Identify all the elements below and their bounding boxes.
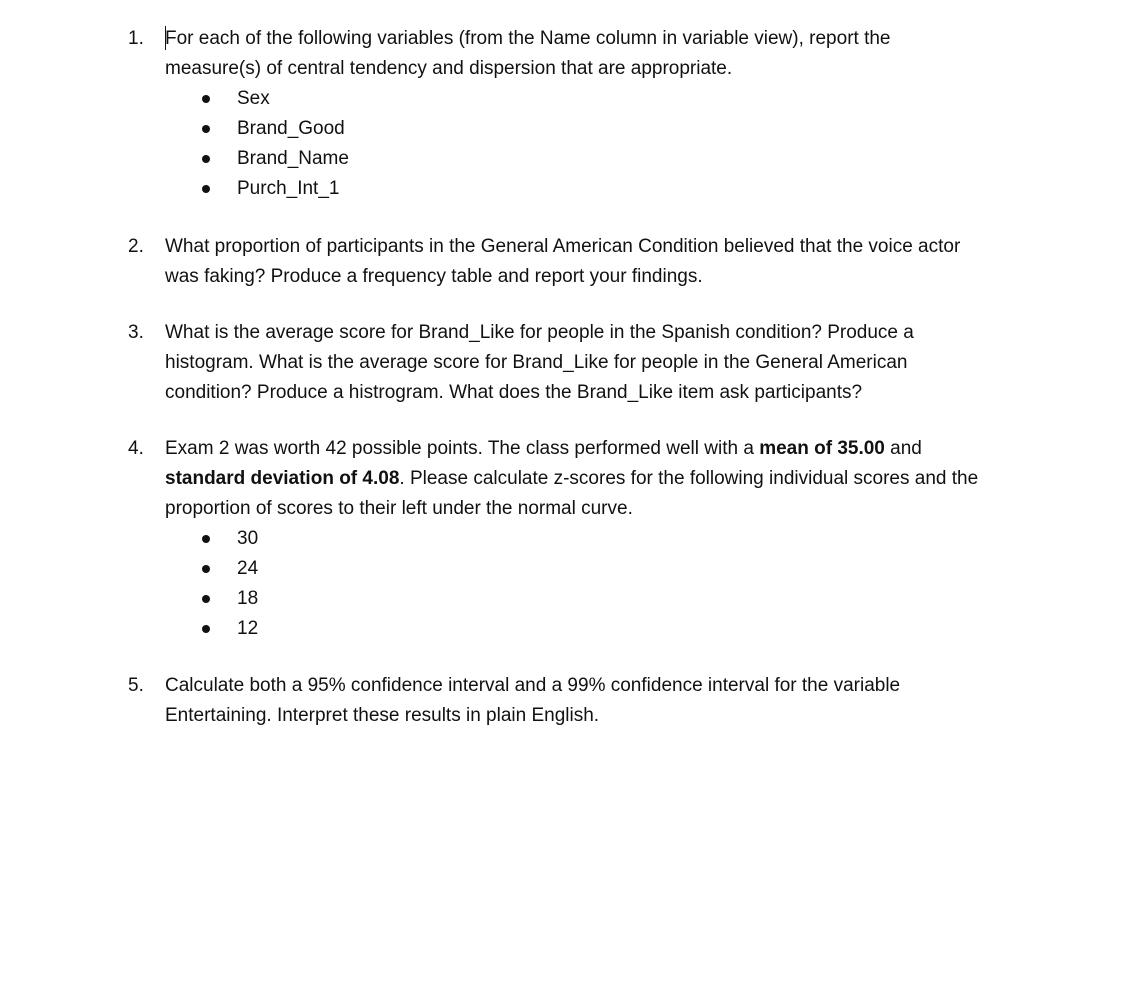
list-item — [165, 84, 1045, 114]
question-number: 4. — [128, 438, 144, 459]
mean-value-bold: mean of 35.00 — [759, 438, 885, 459]
sd-value-bold: standard deviation of 4.08 — [165, 468, 400, 489]
bullet-icon — [202, 155, 210, 163]
list-item-label: 30 — [237, 528, 259, 549]
bullet-icon — [202, 565, 210, 573]
question-body — [165, 434, 1045, 644]
question-text-line: What is the average score for Brand_Like for people in the Spanish condition? Produce a — [165, 322, 914, 343]
list-item-label: Brand_Name — [237, 148, 349, 169]
list-item — [165, 524, 1045, 554]
list-item-label: 18 — [237, 588, 259, 609]
question-number: 2. — [128, 236, 144, 257]
question-number: 3. — [128, 322, 144, 343]
question-body — [165, 318, 1045, 408]
question-text-line: measure(s) of central tendency and dispersion that are appropriate. — [165, 58, 733, 79]
list-item — [165, 554, 1045, 584]
bullet-icon — [202, 595, 210, 603]
score-list — [165, 524, 1045, 644]
question-text-line: was faking? Produce a frequency table and report your findings. — [165, 266, 703, 287]
question-text-line: What proportion of participants in the General American Condition believed that the voice actor — [165, 236, 961, 257]
bullet-icon — [202, 185, 210, 193]
text-run: Exam 2 was worth 42 possible points. The class performed well with a — [165, 438, 760, 459]
list-item-label: Purch_Int_1 — [237, 178, 340, 199]
question-text-line: histogram. What is the average score for Brand_Like for people in the General American — [165, 352, 908, 373]
bullet-icon — [202, 95, 210, 103]
bullet-icon — [202, 125, 210, 133]
bullet-icon — [202, 535, 210, 543]
text-run: . Please calculate z-scores for the following individual scores and the — [399, 468, 979, 489]
list-item-label: 12 — [237, 618, 259, 639]
question-body — [165, 24, 1045, 204]
question-text-line: Calculate both a 95% confidence interval and a 99% confidence interval for the variable — [165, 675, 901, 696]
list-item-label: Sex — [237, 88, 270, 109]
text-run: and — [884, 438, 922, 459]
question-text-line: proportion of scores to their left under the normal curve. — [165, 498, 633, 519]
variable-list — [165, 84, 1045, 204]
bullet-icon — [202, 625, 210, 633]
list-item — [165, 174, 1045, 204]
list-item — [165, 144, 1045, 174]
question-text-line — [165, 464, 1045, 494]
list-item — [165, 614, 1045, 644]
question-body — [165, 232, 1045, 292]
question-text-line: For each of the following variables (from the Name column in variable view), report the — [165, 28, 891, 49]
list-item-label: Brand_Good — [237, 118, 345, 139]
question-text-line — [165, 434, 1045, 464]
question-number: 1. — [128, 28, 144, 49]
list-item — [165, 584, 1045, 614]
list-item — [165, 114, 1045, 144]
question-text-line: condition? Produce a histrogram. What does the Brand_Like item ask participants? — [165, 382, 863, 403]
list-item-label: 24 — [237, 558, 259, 579]
question-body — [165, 671, 1045, 731]
question-number: 5. — [128, 675, 144, 696]
question-text-line: Entertaining. Interpret these results in plain English. — [165, 705, 600, 726]
